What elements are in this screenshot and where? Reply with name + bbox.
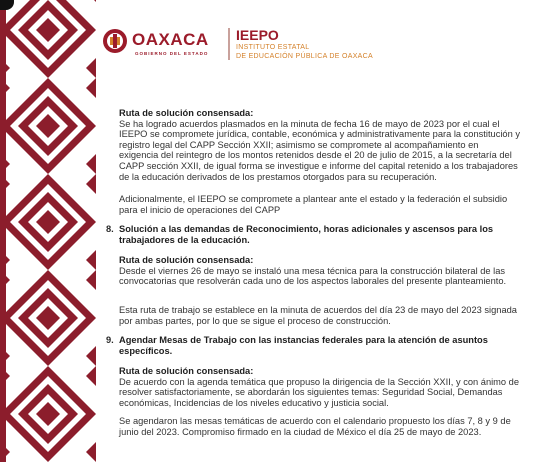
solution-paragraph: Adicionalmente, el IEEPO se compromete a plantear ante el estado y la federación el subsidio para el inicio de operaciones del CAPP [119, 194, 508, 215]
decorative-border-pattern [0, 0, 96, 462]
state-name: OAXACA [132, 30, 209, 49]
solution-paragraph: Se ha logrado acuerdos plasmados en la minuta de fecha 16 de mayo de 2023 por el cual el IEEPO se compromete jurídica, contable, económica y administrativamente para la constitución y registro legal del CAPP Sección XXII; asimismo se compromete al acompañamiento en exigencia del reintegro de los montos retenidos desde el 20 de julio de 2015, a la secretaría del CAPP sección XXII, de igual forma se investigue e informe del capital retenido a los trabajadores de la educación derivados de los prestamos otorgados para su recuperación. [119, 118, 520, 182]
item-number: 9. [106, 335, 114, 345]
institute-name-line1: INSTITUTO ESTATAL [236, 44, 310, 51]
item-title: Solución a las demandas de Reconocimiento, horas adicionales y ascensos para los trabajadores de la educación. [119, 224, 494, 245]
institute-acronym: IEEPO [236, 27, 279, 43]
section-9-schedule [106, 416, 520, 437]
section-7-solution [106, 108, 520, 182]
solution-heading: Ruta de solución consensada: [119, 108, 254, 118]
solution-paragraph: De acuerdo con la agenda temática que propuso la dirigencia de la Sección XXII, y con ánimo de resolver satisfactoriamente, se abordarán los siguientes temas: Seguridad Social, Demandas económicas, Incidencias de los niveles educativo y justicia social. [119, 376, 520, 408]
section-9 [106, 335, 520, 356]
section-8-solution [106, 255, 520, 287]
solution-heading: Ruta de solución consensada: [119, 366, 254, 376]
solution-heading: Ruta de solución consensada: [119, 255, 254, 265]
solution-paragraph: Se agendaron las mesas temáticas de acuerdo con el calendario propuesto los días 7, 8 y 9 de junio del 2023. Compromiso firmado en la ciudad de México el día 25 de mayo de 2023. [119, 416, 511, 437]
section-9-solution [106, 366, 520, 408]
section-7-additional [106, 194, 520, 215]
state-subtitle: GOBIERNO DEL ESTADO [135, 51, 209, 56]
solution-paragraph: Desde el viernes 26 de mayo se instaló una mesa técnica para la construcción bilateral de las convocatorias que resolverán cada uno de los aspectos laborales del presente planteamiento. [119, 265, 507, 287]
section-8 [106, 224, 520, 245]
item-number: 8. [106, 224, 114, 234]
oaxaca-seal-icon [102, 28, 128, 54]
header-divider [228, 28, 230, 60]
section-8-route [106, 305, 520, 326]
institute-name-line2: DE EDUCACIÓN PÚBLICA DE OAXACA [236, 53, 373, 60]
solution-paragraph: Esta ruta de trabajo se establece en la minuta de acuerdos del día 23 de mayo del 2023 signada por ambas partes, por lo que se sigue el proceso de construcción. [119, 305, 517, 326]
item-title: Agendar Mesas de Trabajo con las instancias federales para la atención de asuntos específicos. [119, 335, 488, 356]
document-header [102, 24, 522, 64]
